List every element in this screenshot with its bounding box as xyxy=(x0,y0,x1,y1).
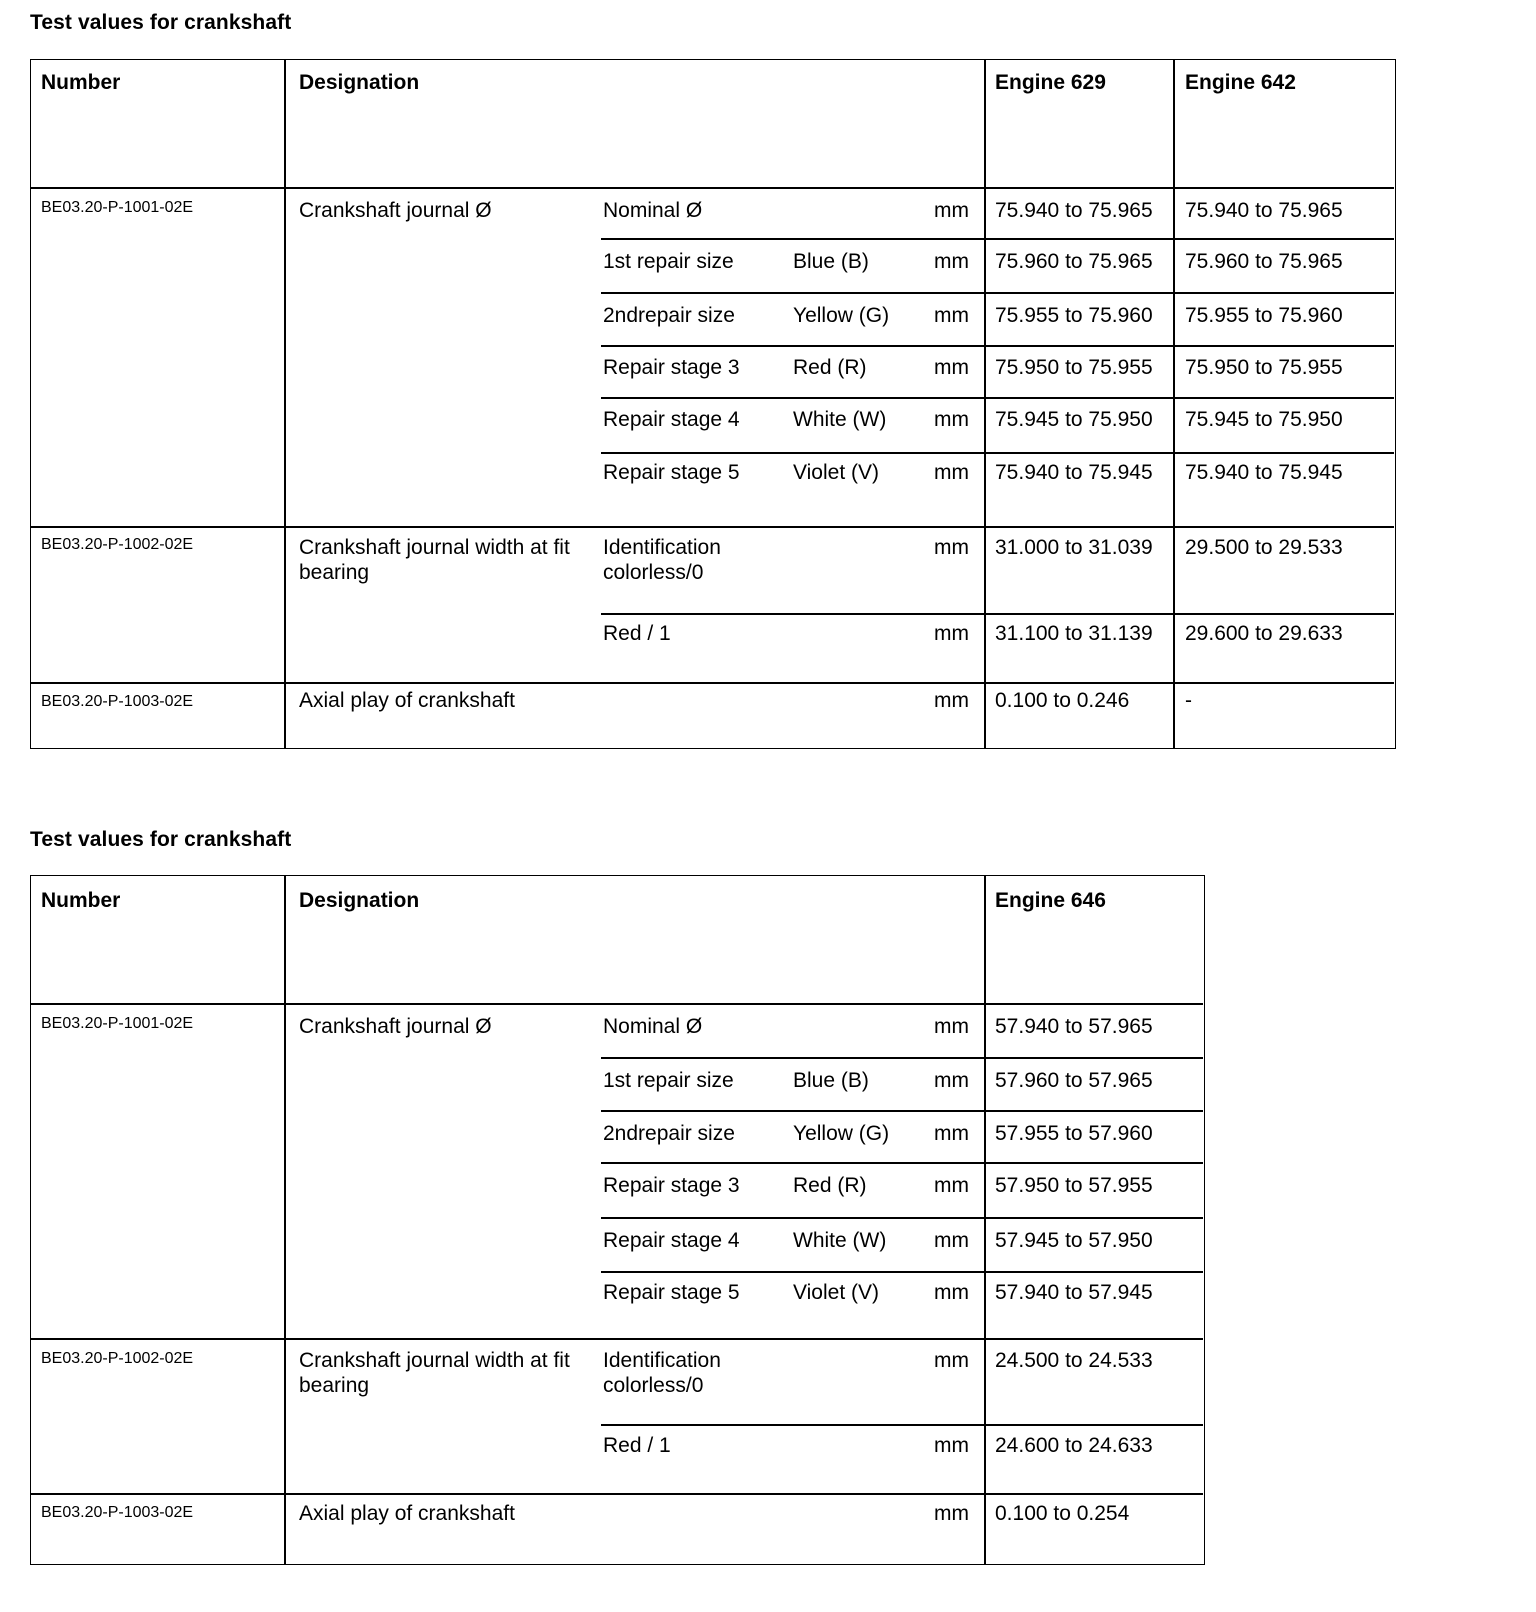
part-number: BE03.20-P-1001-02E xyxy=(41,1015,194,1032)
value-cell: 57.960 to 57.965 xyxy=(995,1069,1153,1092)
header-designation: Designation xyxy=(299,71,420,94)
table-title: Test values for crankshaft xyxy=(30,828,292,851)
column-divider xyxy=(984,60,986,748)
row-divider xyxy=(601,238,1394,240)
header-engine: Engine 642 xyxy=(1185,71,1296,94)
row-divider xyxy=(601,292,1394,294)
color-code: Blue (B) xyxy=(793,1069,869,1092)
row-label: 2ndrepair size xyxy=(603,1122,735,1145)
unit: mm xyxy=(934,250,969,273)
row-label: 1st repair size xyxy=(603,250,734,273)
designation-text: Axial play of crankshaft xyxy=(299,1502,515,1525)
unit: mm xyxy=(934,461,969,484)
row-divider xyxy=(601,1217,1203,1219)
unit: mm xyxy=(934,1434,969,1457)
value-cell: 75.950 to 75.955 xyxy=(995,356,1153,379)
value-cell: 75.955 to 75.960 xyxy=(995,304,1153,327)
row-label: Repair stage 3 xyxy=(603,1174,740,1197)
row-divider xyxy=(601,1057,1203,1059)
value-cell: 75.960 to 75.965 xyxy=(1185,250,1343,273)
unit: mm xyxy=(934,1502,969,1525)
row-divider xyxy=(601,1162,1203,1164)
row-label: Repair stage 3 xyxy=(603,356,740,379)
unit: mm xyxy=(934,408,969,431)
unit: mm xyxy=(934,199,969,222)
unit: mm xyxy=(934,356,969,379)
value-cell: 57.940 to 57.965 xyxy=(995,1015,1153,1038)
header-designation: Designation xyxy=(299,889,420,912)
row-divider xyxy=(31,1493,1203,1495)
row-label: Red / 1 xyxy=(603,622,671,645)
row-label: 1st repair size xyxy=(603,1069,734,1092)
value-cell: 75.940 to 75.945 xyxy=(995,461,1153,484)
row-divider xyxy=(601,613,1394,615)
color-code: Violet (V) xyxy=(793,1281,879,1304)
value-cell: 75.955 to 75.960 xyxy=(1185,304,1343,327)
row-label: Repair stage 5 xyxy=(603,1281,740,1304)
column-divider xyxy=(284,60,286,748)
value-cell: 75.940 to 75.965 xyxy=(1185,199,1343,222)
value-cell: - xyxy=(1185,689,1192,712)
header-number: Number xyxy=(41,889,121,912)
row-label: Repair stage 4 xyxy=(603,1229,740,1252)
color-code: Blue (B) xyxy=(793,250,869,273)
row-label: Red / 1 xyxy=(603,1434,671,1457)
row-label: Nominal Ø xyxy=(603,1015,703,1038)
row-divider xyxy=(31,1338,1203,1340)
value-cell: 75.945 to 75.950 xyxy=(995,408,1153,431)
value-cell: 31.000 to 31.039 xyxy=(995,536,1153,559)
value-cell: 75.940 to 75.945 xyxy=(1185,461,1343,484)
unit: mm xyxy=(934,1349,969,1372)
row-label: Repair stage 5 xyxy=(603,461,740,484)
color-code: White (W) xyxy=(793,408,887,431)
value-cell: 29.500 to 29.533 xyxy=(1185,536,1343,559)
color-code: Red (R) xyxy=(793,1174,867,1197)
row-label: Identification colorless/0 xyxy=(603,1349,721,1397)
unit: mm xyxy=(934,304,969,327)
value-cell: 29.600 to 29.633 xyxy=(1185,622,1343,645)
designation-text: Crankshaft journal Ø xyxy=(299,1015,492,1038)
column-divider xyxy=(984,876,986,1564)
row-divider xyxy=(601,345,1394,347)
test-values-table xyxy=(30,875,1205,1565)
part-number: BE03.20-P-1002-02E xyxy=(41,536,194,553)
row-divider xyxy=(601,452,1394,454)
row-divider xyxy=(601,1110,1203,1112)
part-number: BE03.20-P-1003-02E xyxy=(41,693,194,710)
part-number: BE03.20-P-1003-02E xyxy=(41,1504,194,1521)
column-divider xyxy=(1173,60,1175,748)
unit: mm xyxy=(934,1015,969,1038)
value-cell: 57.955 to 57.960 xyxy=(995,1122,1153,1145)
value-cell: 75.940 to 75.965 xyxy=(995,199,1153,222)
row-divider xyxy=(31,526,1394,528)
row-divider xyxy=(601,1271,1203,1273)
unit: mm xyxy=(934,536,969,559)
color-code: Yellow (G) xyxy=(793,304,890,327)
row-label: Identification colorless/0 xyxy=(603,536,721,584)
header-number: Number xyxy=(41,71,121,94)
color-code: Yellow (G) xyxy=(793,1122,890,1145)
color-code: Red (R) xyxy=(793,356,867,379)
value-cell: 75.945 to 75.950 xyxy=(1185,408,1343,431)
value-cell: 57.945 to 57.950 xyxy=(995,1229,1153,1252)
designation-text: Crankshaft journal width at fit bearing xyxy=(299,536,570,584)
value-cell: 75.960 to 75.965 xyxy=(995,250,1153,273)
designation-text: Axial play of crankshaft xyxy=(299,689,515,712)
value-cell: 57.940 to 57.945 xyxy=(995,1281,1153,1304)
row-divider xyxy=(31,682,1394,684)
designation-text: Crankshaft journal width at fit bearing xyxy=(299,1349,570,1397)
unit: mm xyxy=(934,622,969,645)
header-engine: Engine 646 xyxy=(995,889,1106,912)
value-cell: 24.500 to 24.533 xyxy=(995,1349,1153,1372)
unit: mm xyxy=(934,1122,969,1145)
value-cell: 75.950 to 75.955 xyxy=(1185,356,1343,379)
row-label: 2ndrepair size xyxy=(603,304,735,327)
value-cell: 0.100 to 0.246 xyxy=(995,689,1130,712)
row-label: Repair stage 4 xyxy=(603,408,740,431)
unit: mm xyxy=(934,1069,969,1092)
row-divider xyxy=(31,187,1394,189)
color-code: White (W) xyxy=(793,1229,887,1252)
row-divider xyxy=(601,1424,1203,1426)
test-values-table xyxy=(30,59,1396,749)
unit: mm xyxy=(934,1229,969,1252)
unit: mm xyxy=(934,1281,969,1304)
header-engine: Engine 629 xyxy=(995,71,1106,94)
table-title: Test values for crankshaft xyxy=(30,11,292,34)
value-cell: 24.600 to 24.633 xyxy=(995,1434,1153,1457)
value-cell: 31.100 to 31.139 xyxy=(995,622,1153,645)
color-code: Violet (V) xyxy=(793,461,879,484)
part-number: BE03.20-P-1002-02E xyxy=(41,1350,194,1367)
designation-text: Crankshaft journal Ø xyxy=(299,199,492,222)
row-label: Nominal Ø xyxy=(603,199,703,222)
value-cell: 57.950 to 57.955 xyxy=(995,1174,1153,1197)
row-divider xyxy=(31,1003,1203,1005)
unit: mm xyxy=(934,1174,969,1197)
value-cell: 0.100 to 0.254 xyxy=(995,1502,1130,1525)
part-number: BE03.20-P-1001-02E xyxy=(41,199,194,216)
column-divider xyxy=(284,876,286,1564)
unit: mm xyxy=(934,689,969,712)
row-divider xyxy=(601,397,1394,399)
